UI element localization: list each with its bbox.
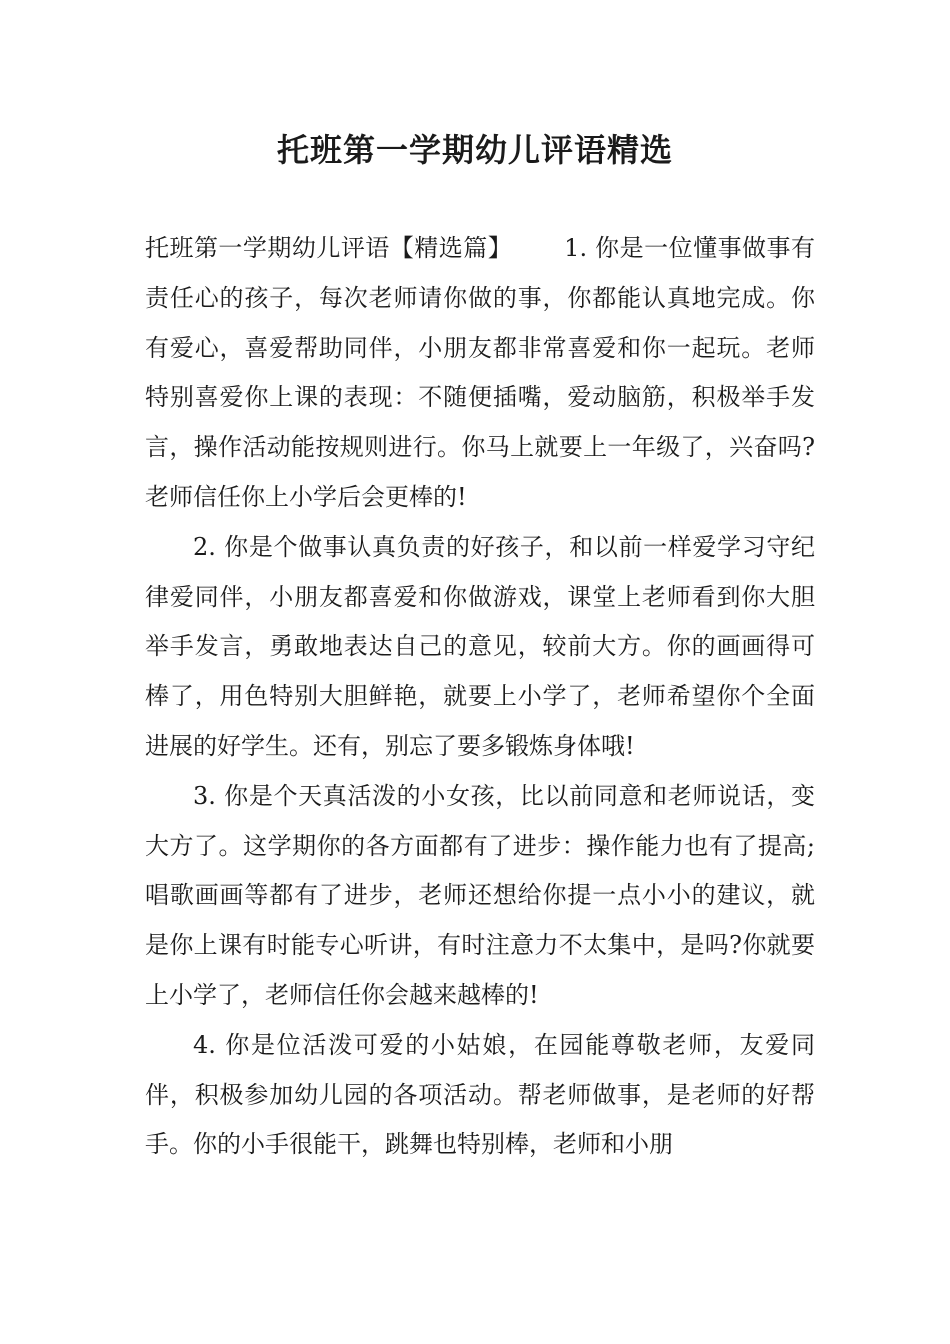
document-title: 托班第一学期幼儿评语精选 [276,131,673,169]
paragraph-3: 3. 你是个天真活泼的小女孩，比以前同意和老师说话，变大方了。这学期你的各方面都有了进步：操作能力也有了提高;唱歌画画等都有了进步，老师还想给你提一点小小的建议，就是你上课有时能专心听讲，有时注意力不太集中，是吗?你就要上小学了，老师信任你会越来越棒的! [145,781,815,1009]
intro-label: 托班第一学期幼儿评语【精选篇】 [145,234,513,262]
paragraph-1 [145,224,815,523]
paragraph-4: 4. 你是位活泼可爱的小姑娘，在园能尊敬老师，友爱同伴，积极参加幼儿园的各项活动。帮老师做事，是老师的好帮手。你的小手很能干，跳舞也特别棒，老师和小朋 [145,1030,815,1159]
paragraph-2: 2. 你是个做事认真负责的好孩子，和以前一样爱学习守纪律爱同伴，小朋友都喜爱和你做游戏，课堂上老师看到你大胆举手发言，勇敢地表达自己的意见，较前大方。你的画画得可棒了，用色特别大胆鲜艳，就要上小学了，老师希望你个全面进展的好学生。还有，别忘了要多锻炼身体哦! [145,532,815,760]
document-body [145,224,815,1170]
paragraph-1-text: 1. 你是一位懂事做事有责任心的孩子，每次老师请你做的事，你都能认真地完成。你有爱心，喜爱帮助同伴，小朋友都非常喜爱和你一起玩。老师特别喜爱你上课的表现：不随便插嘴，爱动脑筋，积极举手发言，操作活动能按规则进行。你马上就要上一年级了，兴奋吗?老师信任你上小学后会更棒的! [145,234,815,511]
